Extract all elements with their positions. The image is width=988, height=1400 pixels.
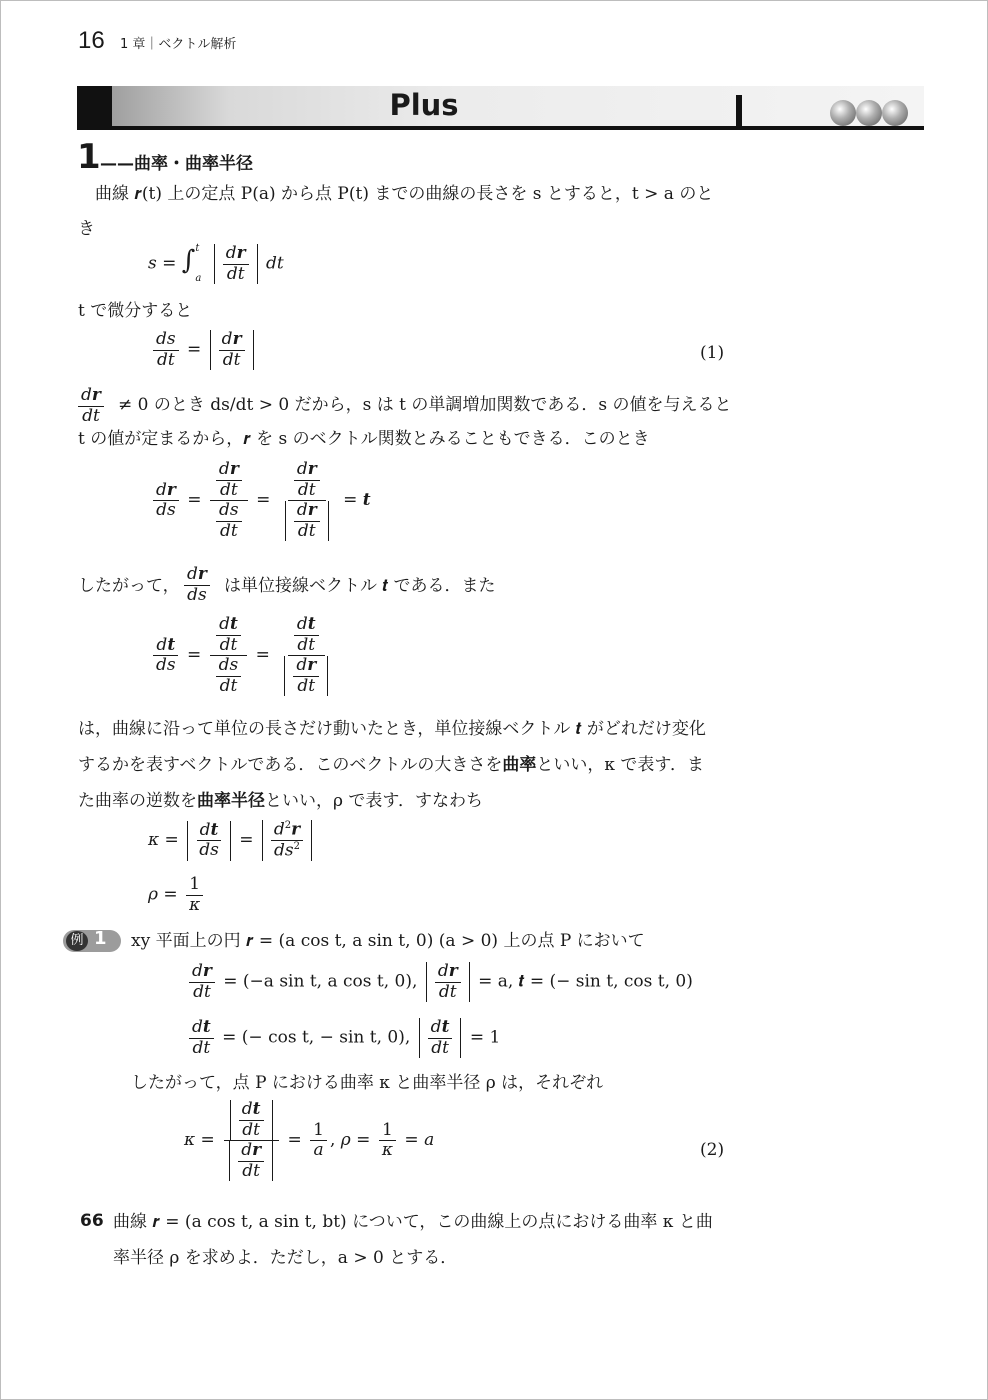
paragraph-1: 曲線 𝒓(t) 上の定点 P(a) から点 P(t) までの曲線の長さを s とすると，t > a のと [95,184,714,204]
paragraph-3-cont: t の値が定まるから，𝒓 を s のベクトル関数とみることもできる．このとき [78,429,650,449]
equation-2: κ = $\frac{dt}{dt}$ $\frac{dr}{dt}$ = $\frac{1}{a}$ , ρ = $\frac{1}{\kappa}$ = a [184,1099,435,1181]
equation-dt-ds: $\frac{dt}{ds}$ = $\frac{dt}{dt}$ $\frac{ds}{dt}$ = $\frac{dt}{dt}$ $\frac{dr}{dt}$ [150,615,337,696]
running-head: 1 章｜ベクトル解析 [120,37,237,52]
banner-rule [77,126,924,130]
term-curvature: 曲率 [502,755,537,775]
sphere-decoration-2 [856,100,882,126]
paragraph-3: ≠ 0 のとき ds/dt > 0 だから，s は t の単調増加関数である．s の値を与えると [118,395,732,415]
equation-kappa: κ = $\frac{dt}{ds}$ = $\frac{d^2r}{ds^2}$ [148,820,315,861]
example-equation-a: $\frac{dr}{dt}$ = (−a sin t, a cos t, 0), $\frac{dr}{dt}$ = a, 𝒕 = (− sin t, cos t, 0) [186,962,693,1002]
paragraph-2: t で微分すると [78,301,193,321]
problem-line-1: 曲線 𝒓 = (a cos t, a sin t, bt) について，この曲線上の点における曲率 κ と曲 [113,1212,713,1232]
example-conclusion: したがって，点 P における曲率 κ と曲率半径 ρ は，それぞれ [131,1073,604,1093]
paragraph-6-b: といい，κ で表す．ま [536,755,704,775]
equation-1-label: (1) [700,343,725,363]
section-title: ——曲率・曲率半径 [100,154,253,174]
section-number: 1 [77,137,101,177]
example-text: xy 平面上の円 𝒓 = (a cos t, a sin t, 0) (a > 0) 上の点 P において [131,931,645,951]
paragraph-7-a: た曲率の逆数を [78,791,197,811]
paragraph-4-pre: したがって， [78,576,180,596]
paragraph-1-cont: き [78,219,95,239]
example-label: 例 [66,931,88,951]
example-eq-b-text: = (− cos t, − sin t, 0), [222,1027,411,1048]
equation-arc-length: s = ∫$^t_a$ $\frac{dr}{dt}$ dt [148,242,284,284]
page-number: 16 [78,27,105,54]
equation-rho: ρ = $\frac{1}{\kappa}$ [148,875,206,915]
paragraph-7-b: といい，ρ で表す．すなわち [265,791,484,811]
paragraph-6-a: するかを表すベクトルである．このベクトルの大きさを [78,755,503,775]
paragraph-7 [78,790,483,812]
sphere-decoration-3 [882,100,908,126]
equation-1: $\frac{ds}{dt}$ = $\frac{dr}{dt}$ [150,330,257,370]
paragraph-6 [78,754,704,776]
fraction-dr-dt: $\frac{dr}{dt}$ [78,386,104,426]
fraction-dr-ds: $\frac{dr}{ds}$ [184,565,210,605]
problem-line-2: 率半径 ρ を求めよ．ただし，a > 0 とする． [113,1248,458,1268]
example-equation-b: $\frac{dt}{dt}$ = (− cos t, − sin t, 0), $\frac{dt}{dt}$ = 1 [186,1018,500,1058]
sphere-decoration-1 [830,100,856,126]
paragraph-5: は，曲線に沿って単位の長さだけ動いたとき，単位接線ベクトル 𝒕 がどれだけ変化 [78,719,706,739]
example-eq-a2-text: = a, 𝒕 = (− sin t, cos t, 0) [478,971,693,992]
example-eq-b2-text: = 1 [469,1027,501,1048]
equation-tangent: $\frac{dr}{ds}$ = $\frac{dr}{dt}$ $\frac{ds}{dt}$ = $\frac{dr}{dt}$ $\frac{dr}{dt}$ = t [150,460,371,541]
example-eq-a-text: = (−a sin t, a cos t, 0), [223,971,418,992]
equation-2-label: (2) [700,1140,725,1160]
banner-title: Plus [389,88,459,122]
paragraph-4: は単位接線ベクトル 𝒕 である．また [224,576,496,596]
example-number: 1 [94,928,107,949]
term-radius-of-curvature: 曲率半径 [197,791,265,811]
problem-number: 66 [80,1211,104,1231]
